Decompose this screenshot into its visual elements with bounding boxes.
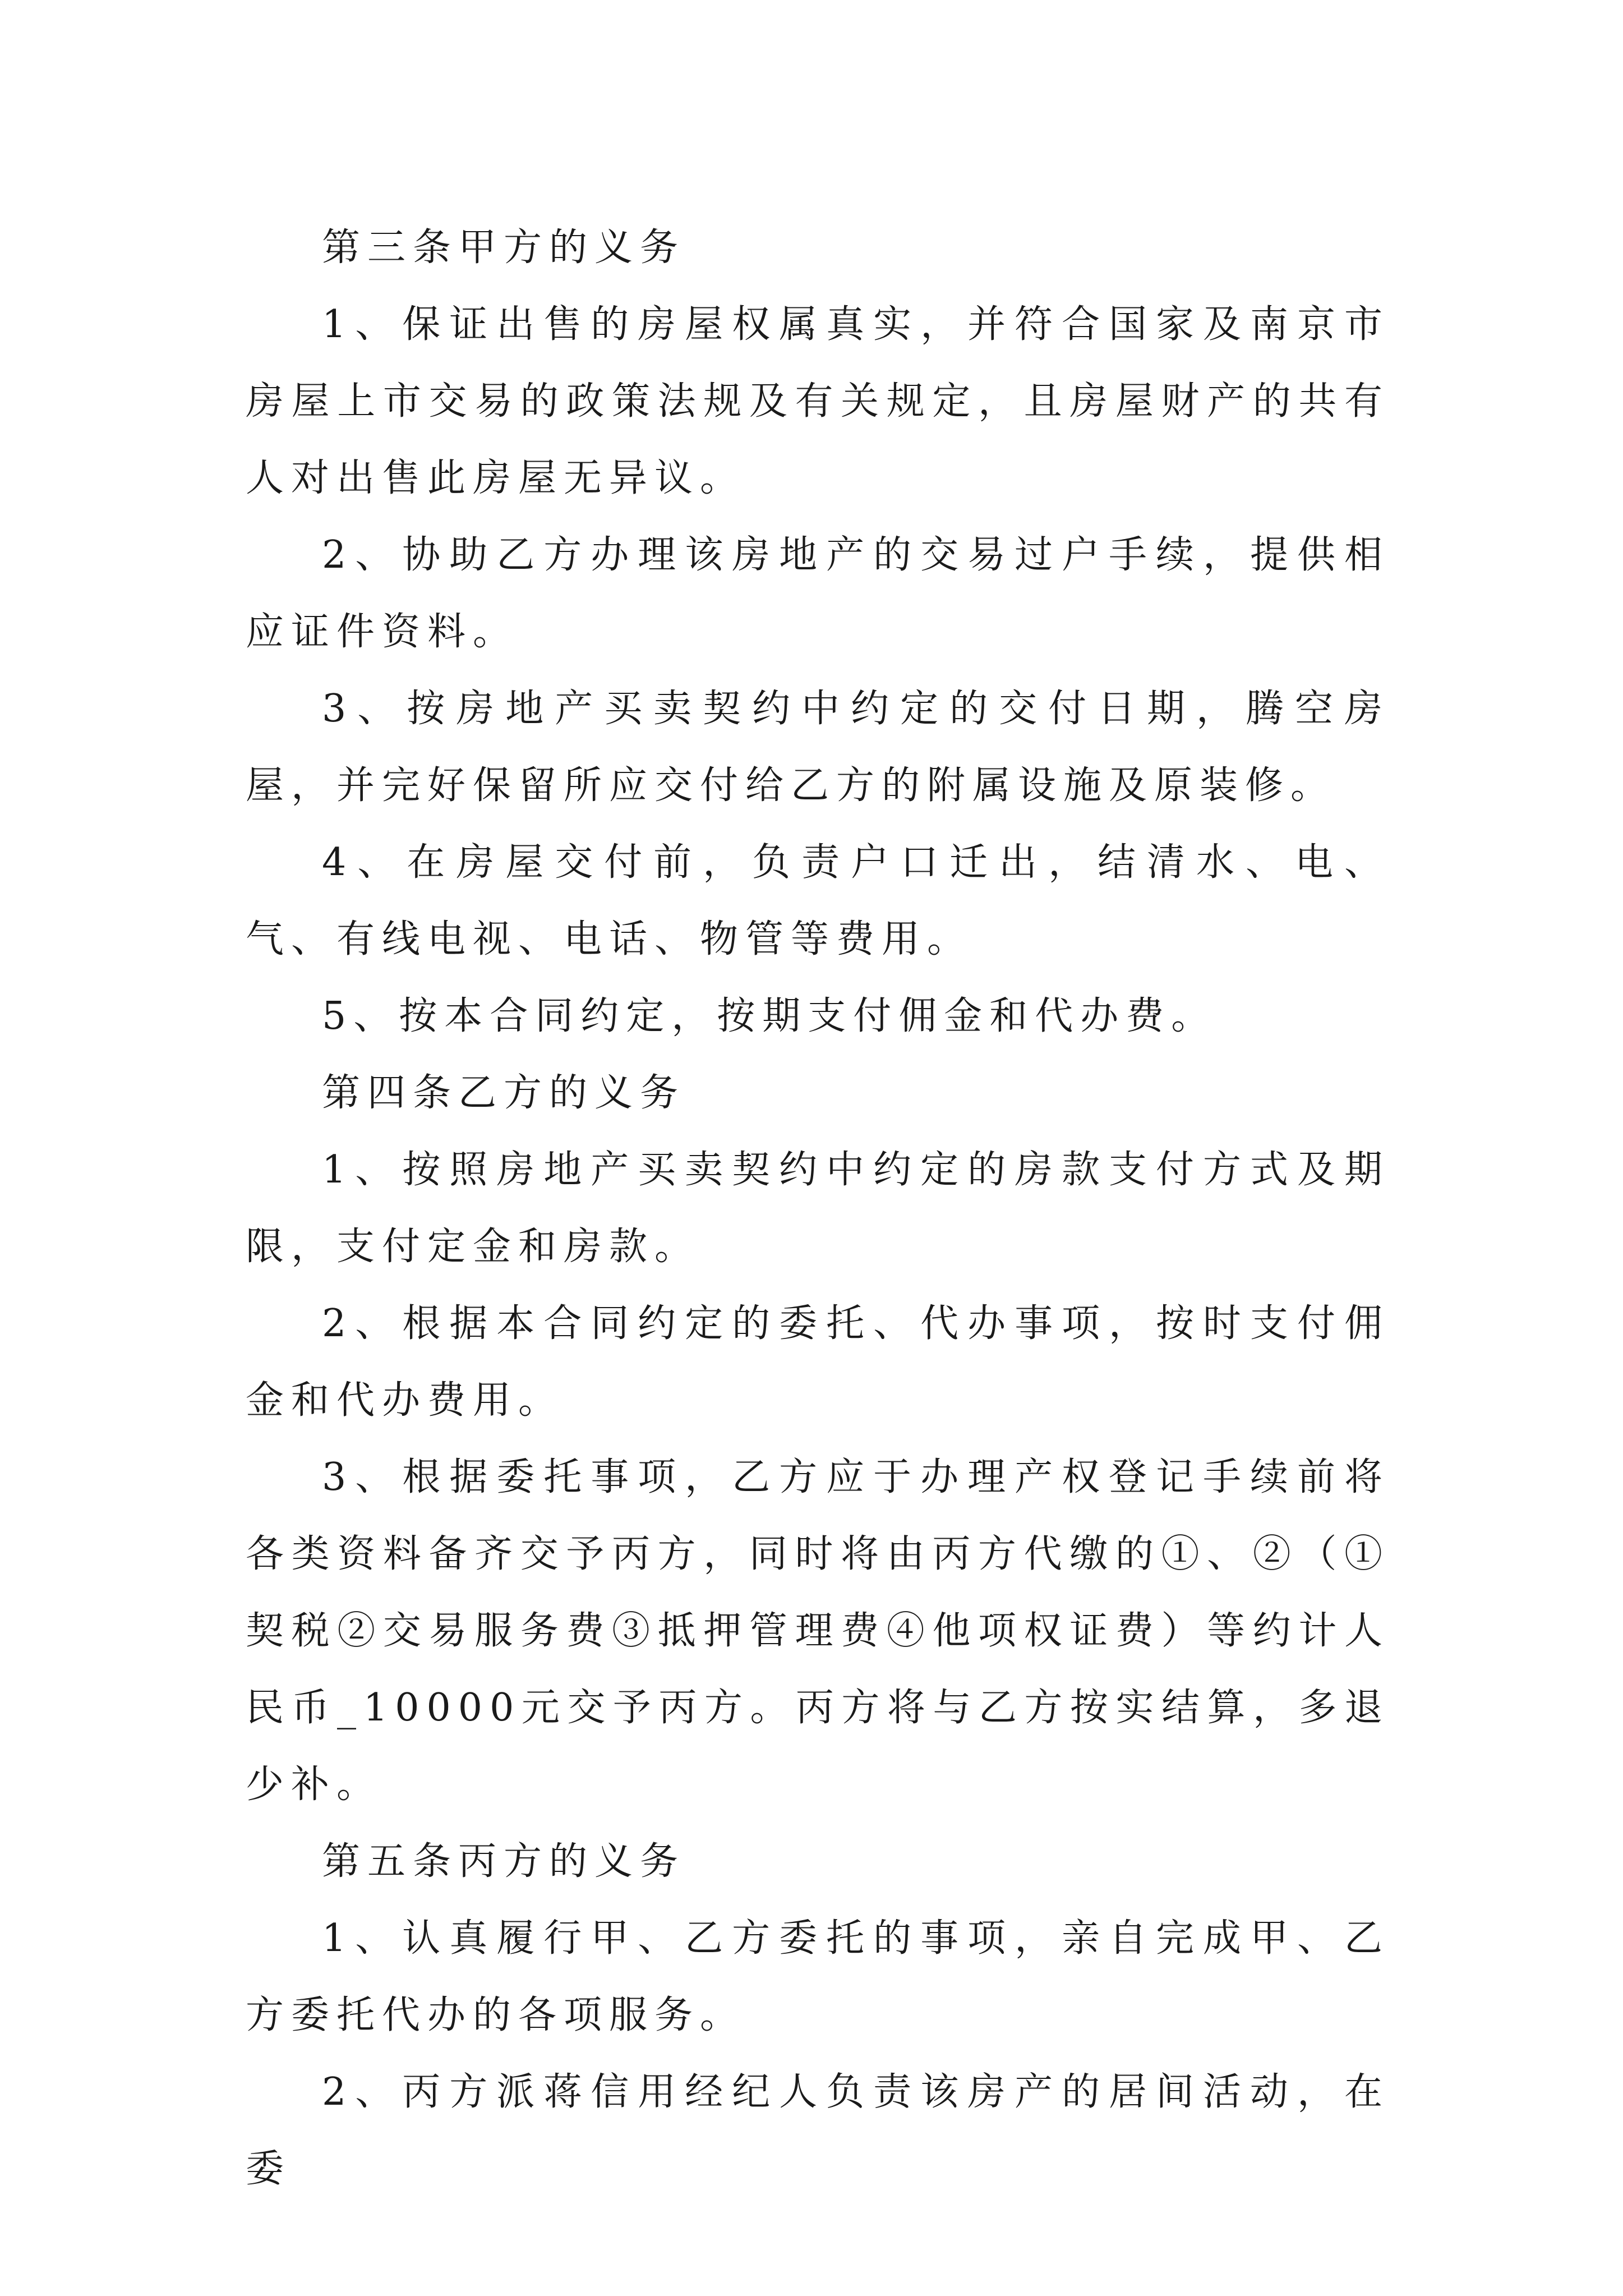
article-3-item-4: 4、在房屋交付前，负责户口迁出，结清水、电、气、有线电视、电话、物管等费用。 <box>246 840 1390 961</box>
article-4-heading: 第四条乙方的义务 <box>322 1071 686 1115</box>
article-3-item-2: 2、协助乙方办理该房地产的交易过户手续，提供相应证件资料。 <box>246 533 1390 654</box>
article-3-heading: 第三条甲方的义务 <box>322 226 686 270</box>
document-body <box>246 209 1390 2207</box>
article-5-item-2: 2、丙方派蒋信用经纪人负责该房产的居间活动，在委 <box>246 2070 1390 2191</box>
article-3-item-3: 3、按房地产买卖契约中约定的交付日期，腾空房屋，并完好保留所应交付给乙方的附属设施及原装修。 <box>246 687 1390 808</box>
article-3-item-5: 5、按本合同约定，按期支付佣金和代办费。 <box>322 994 1217 1038</box>
article-3-item-1: 1、保证出售的房屋权属真实，并符合国家及南京市房屋上市交易的政策法规及有关规定，且房屋财产的共有人对出售此房屋无异议。 <box>246 302 1390 500</box>
article-4-item-3: 3、根据委托事项，乙方应于办理产权登记手续前将各类资料备齐交予丙方，同时将由丙方代缴的①、②（①契税②交易服务费③抵押管理费④他项权证费）等约计人民币_10000元交予丙方。丙方将与乙方按实结算，多退少补。 <box>246 1455 1390 1807</box>
article-5-heading: 第五条丙方的义务 <box>322 1839 686 1884</box>
article-4-item-2: 2、根据本合同约定的委托、代办事项，按时支付佣金和代办费用。 <box>246 1301 1390 1423</box>
article-5-item-1: 1、认真履行甲、乙方委托的事项，亲自完成甲、乙方委托代办的各项服务。 <box>246 1916 1390 2037</box>
article-4-item-1: 1、按照房地产买卖契约中约定的房款支付方式及期限，支付定金和房款。 <box>246 1148 1390 1269</box>
